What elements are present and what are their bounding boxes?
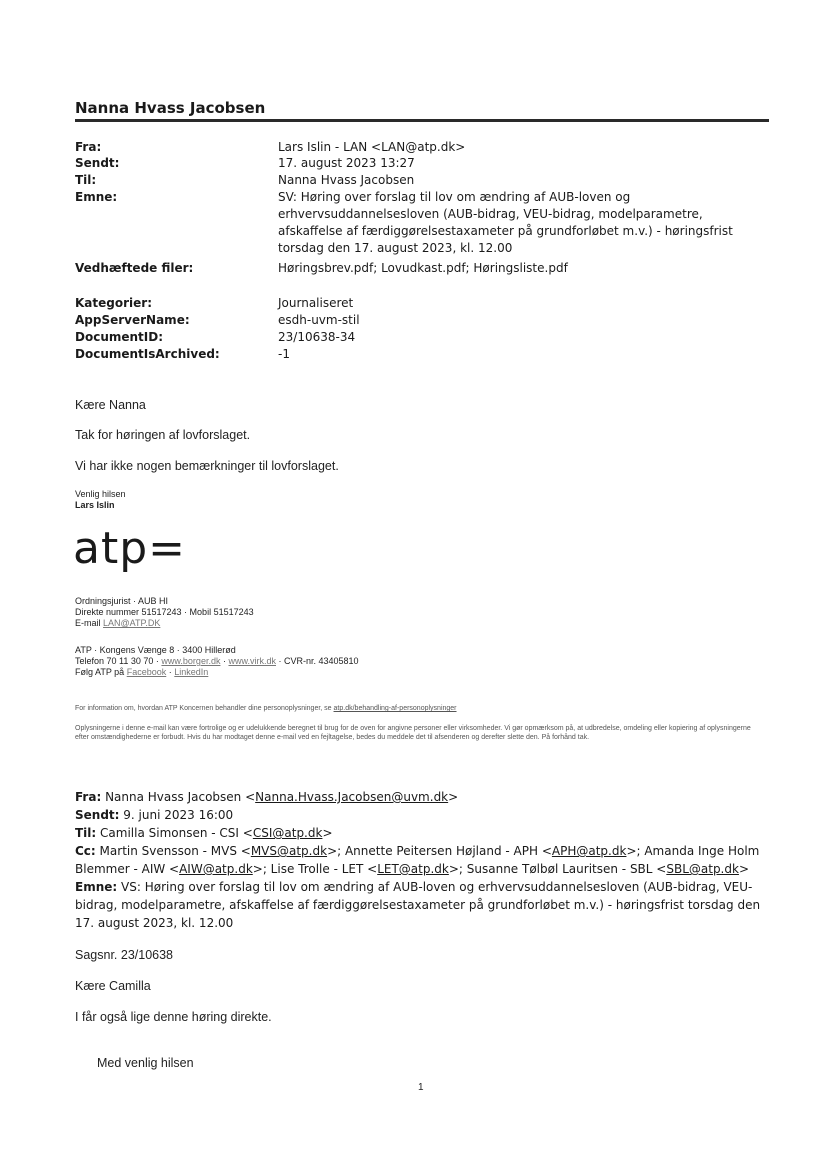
signature-follow-line: Følg ATP på Facebook · LinkedIn [75,667,209,677]
signature-phones: Direkte nummer 51517243 · Mobil 51517243 [75,607,254,617]
meta-key-subject: Emne: [75,190,118,204]
case-number: Sagsnr. 23/10638 [75,948,173,962]
signature-follow-label: Følg ATP på [75,667,125,677]
signature-email-label: E-mail [75,618,101,628]
reply-line-2: Vi har ikke nogen bemærkninger til lovforslaget. [75,459,339,473]
meta-key-attachments: Vedhæftede filer: [75,261,194,275]
forward-cc: Cc: Martin Svensson - MVS <MVS@atp.dk>; Annette Peitersen Højland - APH <APH@atp.dk>; Amanda Inge Holm Blemmer - AIW <AIW@atp.dk>; Lise Trolle - LET <LET@atp.dk>; Susanne Tølbøl Lauritsen - SBL <SBL@atp.dk> [75,844,760,876]
reply-sender: Lars Islin [75,500,115,510]
meta-key-documentid: DocumentID: [75,330,164,344]
reply-line-1: Tak for høringen af lovforslaget. [75,428,251,442]
header-rule [75,119,769,122]
cc-email-aph[interactable]: APH@atp.dk [551,844,627,858]
privacy-notice [75,704,765,713]
meta-key-categories: Kategorier: [75,296,152,310]
cc-email-aiw[interactable]: AIW@atp.dk [179,862,253,876]
privacy-link[interactable]: atp.dk/behandling-af-personoplysninger [333,705,457,712]
signature-email-line [75,618,160,629]
mailbox-owner-name: Nanna Hvass Jacobsen [75,99,266,117]
signature-email-link[interactable]: LAN@ATP.DK [103,618,161,628]
link-borger[interactable]: www.borger.dk [161,656,221,666]
meta-value-archived: -1 [278,347,290,361]
privacy-text: For information om, hvordan ATP Koncernen behandler dine personoplysninger, se [75,705,332,712]
meta-value-sent: 17. august 2023 13:27 [278,156,415,170]
forward-from: Fra: Nanna Hvass Jacobsen <Nanna.Hvass.Jacobsen@uvm.dk> [75,790,459,804]
atp-logo: atp= [73,523,187,574]
forward-from-email[interactable]: Nanna.Hvass.Jacobsen@uvm.dk [255,790,449,804]
meta-key-archived: DocumentIsArchived: [75,347,220,361]
reply-closing: Venlig hilsen [75,489,126,499]
meta-value-categories: Journaliseret [278,296,354,310]
meta-value-from: Lars Islin - LAN <LAN@atp.dk> [278,140,466,154]
link-linkedin[interactable]: LinkedIn [174,667,209,677]
page-number: 1 [418,1082,424,1093]
forward-subject: Emne: VS: Høring over forslag til lov om ændring af AUB-loven og erhvervsuddannelsesloven (AUB-bidrag, VEU-bidrag, modelparametre, afskaffelse af færdiggørelsestaxameter på grundforløbet m.v.) - høringsfrist torsdag den 17. august 2023, kl. 12.00 [75,880,761,930]
signature-contact-line: Telefon 70 11 30 70 · www.borger.dk · www.virk.dk · CVR-nr. 43405810 [75,656,359,666]
forward-to-email[interactable]: CSI@atp.dk [252,826,323,840]
reply-greeting: Kære Nanna [75,398,146,412]
meta-value-to: Nanna Hvass Jacobsen [278,173,415,187]
meta-value-documentid: 23/10638-34 [278,330,356,344]
meta-key-appserver: AppServerName: [75,313,190,327]
link-virk[interactable]: www.virk.dk [228,656,276,666]
signature-phone: Telefon 70 11 30 70 · [75,656,159,666]
meta-value-subject: SV: Høring over forslag til lov om ændring af AUB-loven og erhvervsuddannelsesloven (AUB-bidrag, VEU-bidrag, modelparametre, afskaffelse af færdiggørelsestaxameter på grundforløbet m.v.) - høringsfrist torsdag den 17. august 2023, kl. 12.00 [278,190,733,255]
forward-closing: Med venlig hilsen [97,1056,194,1070]
meta-key-sent: Sendt: [75,156,120,170]
forward-header [75,788,775,932]
meta-key-to: Til: [75,173,97,187]
signature-role: Ordningsjurist · AUB HI [75,596,169,606]
signature-cvr: · CVR-nr. 43405810 [278,656,359,666]
meta-value-appserver: esdh-uvm-stil [278,313,360,327]
forward-to: Til: Camilla Simonsen - CSI <CSI@atp.dk> [75,826,333,840]
link-facebook[interactable]: Facebook [126,667,167,677]
cc-email-mvs[interactable]: MVS@atp.dk [250,844,328,858]
meta-key-from: Fra: [75,140,102,154]
cc-email-let[interactable]: LET@atp.dk [377,862,449,876]
disclaimer: Oplysningerne i denne e-mail kan være fortrolige og er udelukkende beregnet til brug for de oven for angivne personer eller virksomheder. Vi gør opmærksom på, at udbredelse, omdeling eller kopiering af oplysningerne efter omstændighederne er forbudt. Hvis du har modtaget denne e-mail ved en fejltagelse, bedes du meddele det til afsenderen og derefter slette den. På forhånd tak. [75,725,751,741]
forward-sent: Sendt: 9. juni 2023 16:00 [75,808,234,822]
meta-value-attachments[interactable]: Høringsbrev.pdf; Lovudkast.pdf; Høringsliste.pdf [278,261,568,275]
signature-address: ATP · Kongens Vænge 8 · 3400 Hillerød [75,645,236,655]
forward-line: I får også lige denne høring direkte. [75,1010,272,1024]
forward-greeting: Kære Camilla [75,979,151,993]
cc-email-sbl[interactable]: SBL@atp.dk [666,862,739,876]
